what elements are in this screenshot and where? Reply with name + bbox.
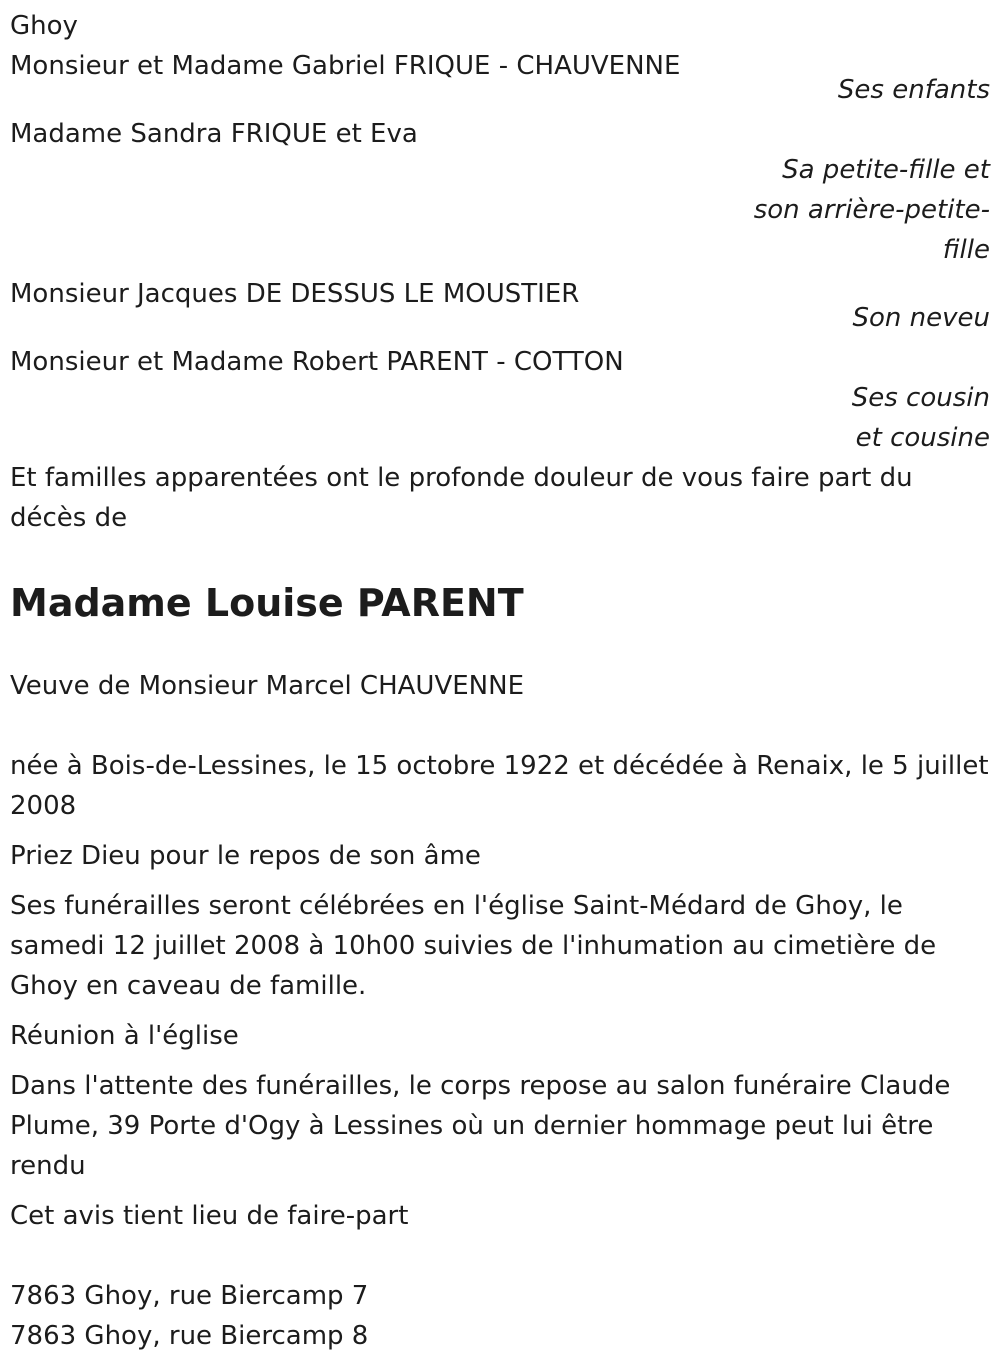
family-entry-name: Madame Sandra FRIQUE et Eva xyxy=(10,119,418,149)
address-list xyxy=(10,1276,990,1356)
family-entry-name: Monsieur et Madame Robert PARENT - COTTON xyxy=(10,347,624,377)
location: Ghoy xyxy=(10,11,78,41)
family-entry-relation: Ses cousin et cousine xyxy=(851,383,990,453)
prayer: Priez Dieu pour le repos de son âme xyxy=(10,841,481,871)
family-entry-relation: Ses enfants xyxy=(837,75,990,105)
viewing-details: Dans l'attente des funérailles, le corps repose au salon funéraire Claude Plume, 39 Porte d'Ogy à Lessines où un dernier hommage peut lui être rendu xyxy=(10,1071,951,1181)
birth-death-details: née à Bois-de-Lessines, le 15 octobre 1922 et décédée à Renaix, le 5 juillet 2008 xyxy=(10,751,989,821)
meeting-place: Réunion à l'église xyxy=(10,1021,239,1051)
funeral-details: Ses funérailles seront célébrées en l'église Saint-Médard de Ghoy, le samedi 12 juillet 2008 à 10h00 suivies de l'inhumation au cimetière de Ghoy en caveau de famille. xyxy=(10,891,937,1001)
family-list xyxy=(10,46,990,458)
family-entry-name: Monsieur et Madame Gabriel FRIQUE - CHAUVENNE xyxy=(10,51,681,81)
address: 7863 Ghoy, rue Biercamp 8 xyxy=(10,1321,369,1351)
notice-statement: Cet avis tient lieu de faire-part xyxy=(10,1201,409,1231)
announcement: Et familles apparentées ont le profonde douleur de vous faire part du décès de xyxy=(10,463,913,533)
deceased-name: Madame Louise PARENT xyxy=(10,581,524,625)
family-entry-name: Monsieur Jacques DE DESSUS LE MOUSTIER xyxy=(10,279,580,309)
widow-of: Veuve de Monsieur Marcel CHAUVENNE xyxy=(10,671,524,701)
family-entry-relation: Son neveu xyxy=(852,303,990,333)
family-entry-relation: Sa petite-fille et son arrière-petite-fille xyxy=(753,155,990,265)
address: 7863 Ghoy, rue Biercamp 7 xyxy=(10,1281,369,1311)
